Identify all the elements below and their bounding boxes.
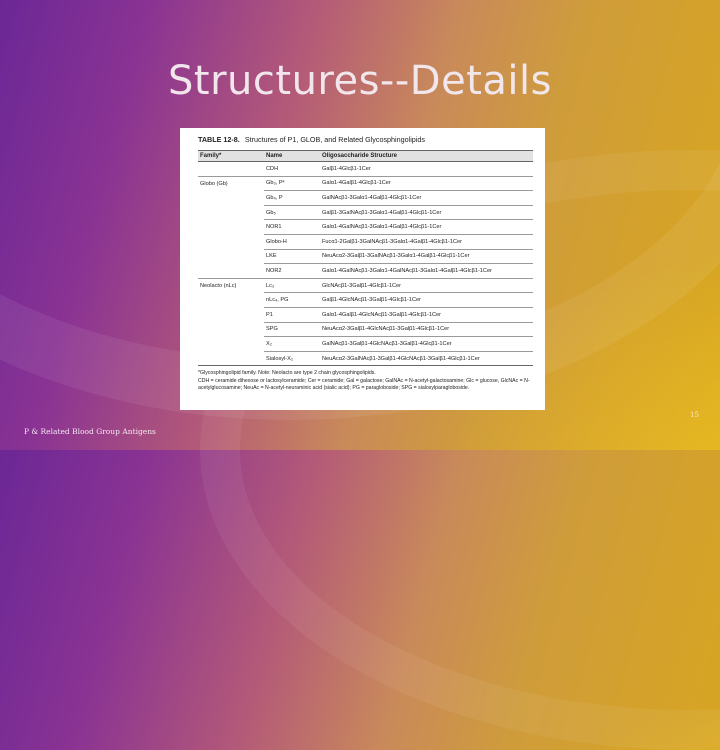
cell-family [198, 249, 264, 264]
cell-name: Gb₅ [264, 205, 320, 220]
glycosphingolipid-table [198, 150, 533, 366]
cell-name: Gb₄, P [264, 191, 320, 206]
footnote-abbreviations: CDH = ceramide dihexose or lactosylceramide; Cer = ceramide; Gal = galactose; GalNAc = N-acetyl-galactosamine; Glc = glucose, GlcNAc = N-acetylglucosamine; NeuAc = N-acetyl-neuraminic acid (sialic acid); PG = paragloboside; SPG = sialosylparagloboside. [198, 377, 530, 392]
cell-name: Sialosyl-X₂ [264, 351, 320, 366]
table-row [198, 205, 533, 220]
slide-title: Structures--Details [168, 58, 552, 104]
cell-family [198, 322, 264, 337]
cell-structure: Galα1-4Galβ1-4Glcβ1-1Cer [320, 176, 533, 191]
cell-family [198, 264, 264, 279]
table-row [198, 176, 533, 191]
cell-name: P1 [264, 307, 320, 322]
cell-structure: Galβ1-4GlcNAcβ1-3Galβ1-4Glcβ1-1Cer [320, 293, 533, 308]
column-header-name: Name [264, 151, 320, 162]
cell-structure: Galα1-4GalNAcβ1-3Galα1-4Galβ1-4Glcβ1-1Cer [320, 220, 533, 235]
cell-family [198, 293, 264, 308]
cell-structure: Fucα1-2Galβ1-3GalNAcβ1-3Galα1-4Galβ1-4Glcβ1-1Cer [320, 234, 533, 249]
table-caption-text: Structures of P1, GLOB, and Related Glycosphingolipids [244, 135, 425, 144]
cell-name: Gb₃, Pᵏ [264, 176, 320, 191]
cell-structure: NeuAcα2-3GalNAcβ1-3Galβ1-4GlcNAcβ1-3Galβ1-4Glcβ1-1Cer [320, 351, 533, 366]
table-label: TABLE 12-8. [198, 135, 240, 144]
cell-name: Lc₃ [264, 278, 320, 293]
cell-family [198, 162, 264, 177]
cell-structure: Galβ1-4Glcβ1-1Cer [320, 162, 533, 177]
cell-name: LKE [264, 249, 320, 264]
column-header-family: Family* [198, 151, 264, 162]
cell-name: NOR2 [264, 264, 320, 279]
cell-family [198, 307, 264, 322]
table-row [198, 249, 533, 264]
table-caption [198, 135, 533, 144]
cell-family: Neolacto (nLc) [200, 282, 237, 289]
cell-structure: NeuAcα2-3Galβ1-4GlcNAcβ1-3Galβ1-4Glcβ1-1Cer [320, 322, 533, 337]
cell-name: NOR1 [264, 220, 320, 235]
table-row [198, 322, 533, 337]
cell-name: CDH [264, 162, 320, 177]
cell-structure: NeuAcα2-3Galβ1-3GalNAcβ1-3Galα1-4Galβ1-4Glcβ1-1Cer [320, 249, 533, 264]
cell-family [198, 351, 264, 366]
cell-family [198, 205, 264, 220]
cell-structure: GalNAcβ1-3Galα1-4Galβ1-4Glcβ1-1Cer [320, 191, 533, 206]
cell-name: Globo-H [264, 234, 320, 249]
cell-structure: GalNAcβ1-3Galβ1-4GlcNAcβ1-3Galβ1-4Glcβ1-1Cer [320, 337, 533, 352]
table-row [198, 337, 533, 352]
cell-name: X₂ [264, 337, 320, 352]
cell-name: nLc₄, PG [264, 293, 320, 308]
table-footnote [198, 370, 533, 392]
cell-family [198, 220, 264, 235]
cell-family: Globo (Gb) [200, 180, 228, 187]
footnote-family: *Glycosphingolipid family. Note: Neolacto are type 2 chain glycosphingolipids. [198, 370, 376, 377]
cell-structure: Galα1-4GalNAcβ1-3Galα1-4GalNAcβ1-3Galα1-4Galβ1-4Glcβ1-1Cer [320, 264, 533, 279]
slide-footer: P & Related Blood Group Antigens [24, 427, 156, 436]
table-row [198, 278, 533, 293]
table-row [198, 234, 533, 249]
table-header-row [198, 151, 533, 162]
cell-family [198, 337, 264, 352]
column-header-structure: Oligosaccharide Structure [320, 151, 533, 162]
cell-family [198, 234, 264, 249]
table-row [198, 191, 533, 206]
cell-name: SPG [264, 322, 320, 337]
cell-structure: GlcNAcβ1-3Galβ1-4Glcβ1-1Cer [320, 278, 533, 293]
table-row [198, 264, 533, 279]
cell-structure: Galα1-4Galβ1-4GlcNAcβ1-3Galβ1-4Glcβ1-1Cer [320, 307, 533, 322]
page-number: 15 [690, 411, 699, 419]
table-row [198, 351, 533, 366]
cell-structure: Galβ1-3GalNAcβ1-3Galα1-4Galβ1-4Glcβ1-1Cer [320, 205, 533, 220]
table-row [198, 162, 533, 177]
table-row [198, 293, 533, 308]
table-row [198, 220, 533, 235]
table-row [198, 307, 533, 322]
table-document [180, 128, 545, 410]
cell-family [198, 191, 264, 206]
